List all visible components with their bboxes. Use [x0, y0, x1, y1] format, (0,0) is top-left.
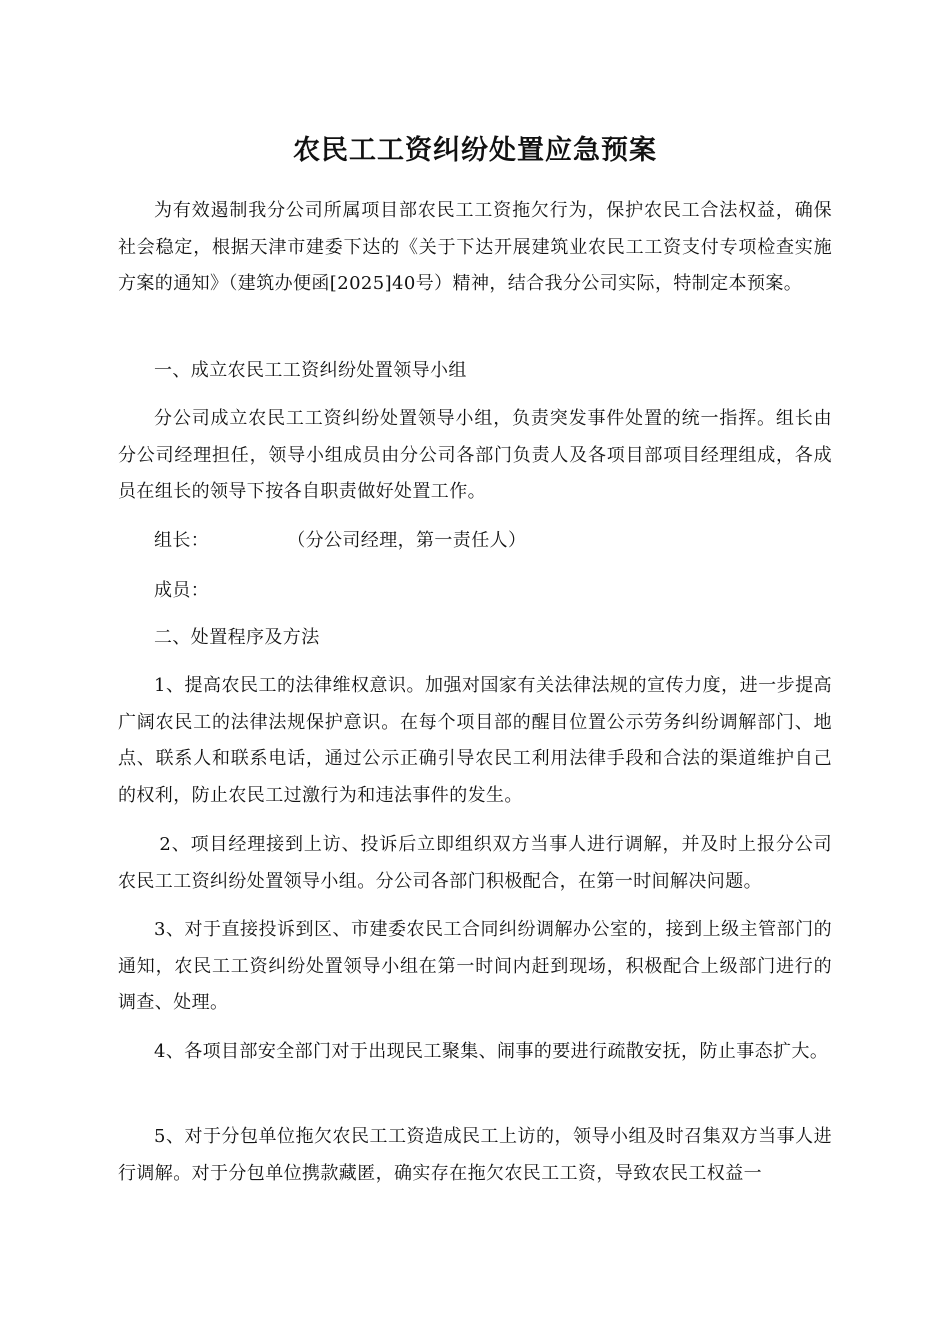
section2-heading: 二、处置程序及方法: [154, 627, 320, 648]
leader-line: [118, 523, 832, 560]
members-label: 成员：: [154, 580, 210, 601]
item-1: 1、提高农民工的法律维权意识。加强对国家有关法律法规的宣传力度，进一步提高广阔农民工的法律法规保护意识。在每个项目部的醒目位置公示劳务纠纷调解部门、地点、联系人和联系电话，通过公示正确引导农民工利用法律手段和合法的渠道维护自己的权利，防止农民工过激行为和违法事件的发生。: [118, 675, 832, 806]
leader-note: （分公司经理，第一责任人）: [287, 530, 527, 551]
item-5: 5、对于分包单位拖欠农民工工资造成民工上访的，领导小组及时召集双方当事人进行调解。对于分包单位携款藏匿，确实存在拖欠农民工工资，导致农民工权益一: [118, 1126, 832, 1184]
section1-body: 分公司成立农民工工资纠纷处置领导小组，负责突发事件处置的统一指挥。组长由分公司经理担任，领导小组成员由分公司各部门负责人及各项目部项目经理组成，各成员在组长的领导下按各自职责做好处置工作。: [118, 408, 832, 502]
item-2: 2、项目经理接到上访、投诉后立即组织双方当事人进行调解，并及时上报分公司农民工工资纠纷处置领导小组。分公司各部门积极配合，在第一时间解决问题。: [118, 834, 832, 892]
section1-heading: 一、成立农民工工资纠纷处置领导小组: [154, 360, 467, 381]
item-3: 3、对于直接投诉到区、市建委农民工合同纠纷调解办公室的，接到上级主管部门的通知，农民工工资纠纷处置领导小组在第一时间内赶到现场，积极配合上级部门进行的调查、处理。: [118, 919, 832, 1013]
document-title: 农民工工资纠纷处置应急预案: [293, 135, 657, 166]
intro-paragraph: 为有效遏制我分公司所属项目部农民工工资拖欠行为，保护农民工合法权益，确保社会稳定，根据天津市建委下达的《关于下达开展建筑业农民工工资支付专项检查实施方案的通知》（建筑办便函[2025]40号）精神，结合我分公司实际，特制定本预案。: [118, 200, 832, 294]
leader-label: 组长：: [154, 530, 210, 551]
item-4: 4、各项目部安全部门对于出现民工聚集、闹事的要进行疏散安抚，防止事态扩大。: [154, 1041, 829, 1062]
